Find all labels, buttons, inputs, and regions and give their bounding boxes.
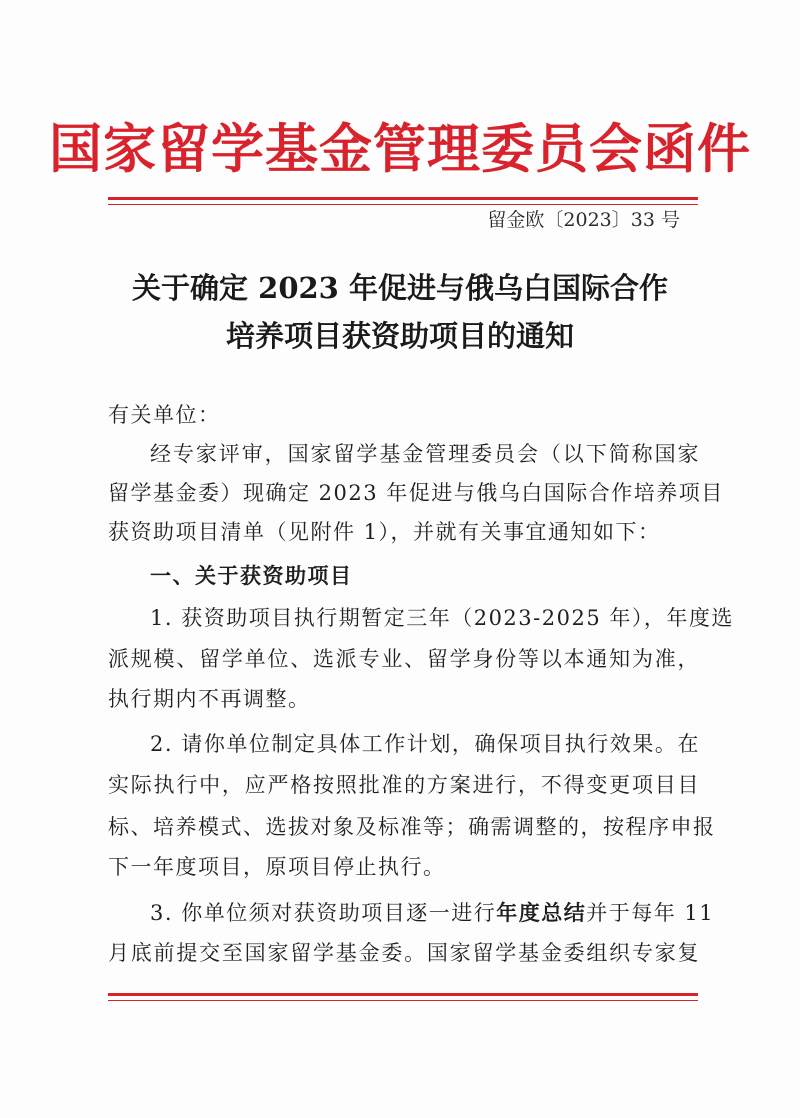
intro-line-1: 经专家评审，国家留学基金管理委员会（以下简称国家 [150,442,700,466]
intro-line-2: 留学基金委）现确定 2023 年促进与俄乌白国际合作培养项目 [108,481,724,505]
letterhead-rule-thin [108,204,698,205]
item-3-line-1-start: 3. 你单位须对获资助项目逐一进行 [150,901,497,925]
notice-title-line-1: 关于确定 2023 年促进与俄乌白国际合作 [132,271,668,305]
salutation: 有关单位： [108,403,221,427]
item-2-line-4: 下一年度项目，原项目停止执行。 [108,855,446,879]
item-3-line-1 [108,899,715,927]
item-3-line-2: 月底前提交至国家留学基金委。国家留学基金委组织专家复 [108,941,700,965]
section-1-heading: 一、关于获资助项目 [150,563,353,588]
footer-rule-thin [108,1000,698,1001]
footer-rule-thick [108,993,698,996]
intro-line-3: 获资助项目清单（见附件 1），并就有关事宜通知如下： [108,520,661,544]
item-2-line-3: 标、培养模式、选拔对象及标准等；确需调整的，按程序申报 [108,815,716,839]
item-1-line-1: 1. 获资助项目执行期暂定三年（2023-2025 年），年度选 [150,606,734,630]
item-2-line-2: 实际执行中，应严格按照批准的方案进行，不得变更项目目 [108,773,700,797]
item-1-line-3: 执行期内不再调整。 [108,687,311,711]
item-3-line-1-end: 并于每年 11 [586,901,715,925]
document-number: 留金欧〔2023〕33 号 [487,209,680,231]
item-1-line-2: 派规模、留学单位、选派专业、留学身份等以本通知为准， [108,647,700,671]
item-2-line-1: 2. 请你单位制定具体工作计划，确保项目执行效果。在 [150,732,700,756]
notice-title-line-2: 培养项目获资助项目的通知 [225,319,574,353]
letterhead-rule-thick [108,197,698,200]
annual-summary-emphasis: 年度总结 [496,900,587,925]
letterhead-title: 国家留学基金管理委员会函件 [49,118,751,180]
